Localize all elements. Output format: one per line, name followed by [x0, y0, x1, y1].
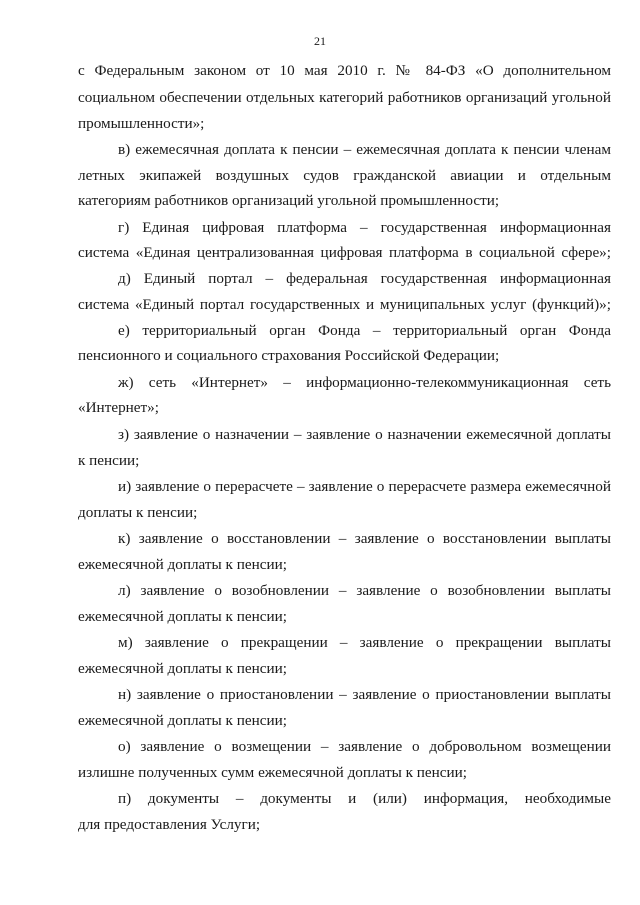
text-line: е) территориальный орган Фонда – территориальный орган Фонда — [118, 322, 611, 339]
text-line: п) документы – документы и (или) информация, необходимые — [118, 790, 611, 807]
text-line: ежемесячной доплаты к пенсии; — [78, 556, 287, 573]
text-line: м) заявление о прекращении – заявление о прекращении выплаты — [118, 634, 611, 651]
text-line: система «Единая централизованная цифровая платформа в социальной сфере»; — [78, 244, 611, 261]
text-line: доплаты к пенсии; — [78, 504, 198, 521]
text-line: к) заявление о восстановлении – заявление о восстановлении выплаты — [118, 530, 611, 547]
text-line: в) ежемесячная доплата к пенсии – ежемесячная доплата к пенсии членам — [118, 141, 611, 158]
text-line: и) заявление о перерасчете – заявление о перерасчете размера ежемесячной — [118, 478, 611, 495]
text-line: социальном обеспечении отдельных категорий работников организаций угольной — [78, 89, 611, 106]
text-line: с Федеральным законом от 10 мая 2010 г. № 84-ФЗ «О дополнительном — [78, 62, 611, 79]
text-line: для предоставления Услуги; — [78, 816, 261, 833]
text-line: «Интернет»; — [78, 399, 159, 416]
text-line: г) Единая цифровая платформа – государственная информационная — [118, 219, 611, 236]
text-line: промышленности»; — [78, 115, 205, 132]
text-line: пенсионного и социального страхования Российской Федерации; — [78, 347, 500, 364]
text-line: ежемесячной доплаты к пенсии; — [78, 660, 287, 677]
page-number: 21 — [314, 34, 326, 48]
text-line: л) заявление о возобновлении – заявление о возобновлении выплаты — [118, 582, 611, 599]
text-line: д) Единый портал – федеральная государственная информационная — [118, 270, 611, 287]
text-line: летных экипажей воздушных судов гражданской авиации и отдельным — [78, 167, 611, 184]
text-line: категориям работников организаций угольной промышленности; — [78, 192, 500, 209]
text-line: н) заявление о приостановлении – заявление о приостановлении выплаты — [118, 686, 611, 703]
text-line: ежемесячной доплаты к пенсии; — [78, 608, 287, 625]
text-line: излишне полученных сумм ежемесячной доплаты к пенсии; — [78, 764, 467, 781]
text-line: ж) сеть «Интернет» – информационно-телекоммуникационная сеть — [118, 374, 611, 391]
text-line: система «Единый портал государственных и муниципальных услуг (функций)»; — [78, 296, 611, 313]
text-line: ежемесячной доплаты к пенсии; — [78, 712, 287, 729]
text-line: з) заявление о назначении – заявление о назначении ежемесячной доплаты — [118, 426, 611, 443]
text-line: к пенсии; — [78, 452, 140, 469]
text-line: о) заявление о возмещении – заявление о добровольном возмещении — [118, 738, 611, 755]
